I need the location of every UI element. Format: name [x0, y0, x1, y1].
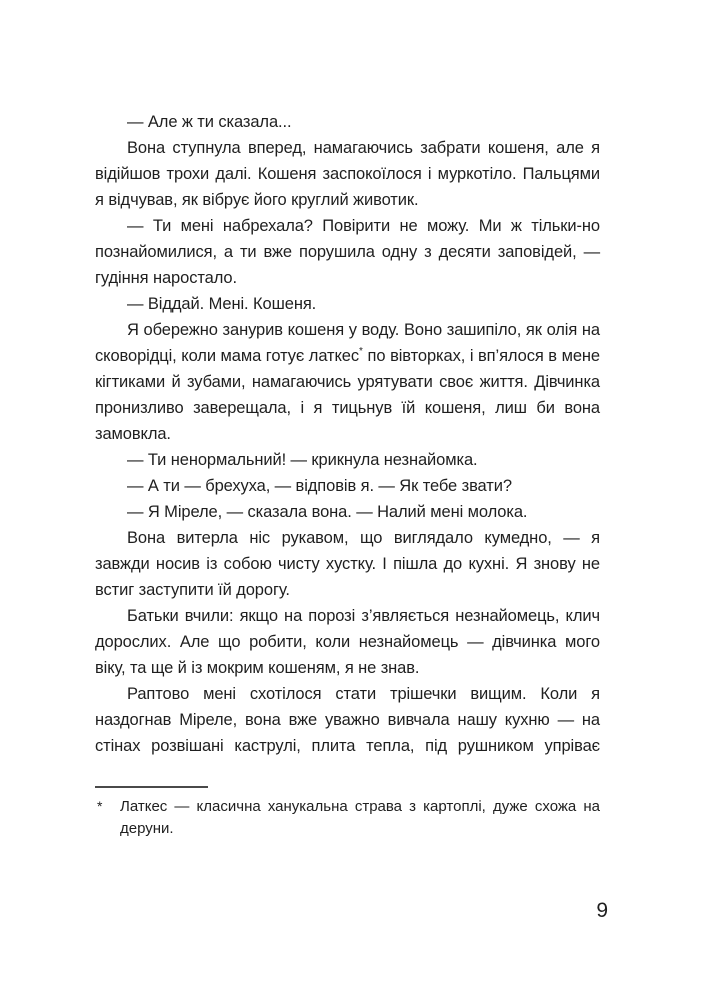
- footnote-reference-marker: *: [359, 346, 363, 357]
- paragraph: — Ти мені набрехала? Повірити не можу. Ми ж тільки-но познайомилися, а ти вже порушила одну з десяти заповідей, — гудіння наростало.: [95, 217, 600, 287]
- paragraph-text: по вівторках, і вп’ялося в мене кігтиками й зубами, намагаючись урятувати своє життя. Дівчинка пронизливо заверещала, і я тицьнув їй кошеня, лиш би вона замовкла.: [95, 347, 600, 443]
- paragraph: — Віддай. Мені. Кошеня.: [127, 295, 317, 313]
- footnote: [95, 796, 600, 840]
- paragraph: Раптово мені схотілося стати трішечки вищим. Коли я наздогнав Міреле, вона вже уважно вивчала нашу кухню — на стінах розвішані каструлі, плита тепла, під рушником упріває: [95, 685, 600, 755]
- paragraph: [95, 317, 600, 447]
- paragraph: Батьки вчили: якщо на порозі з’являється незнайомець, клич дорослих. Але що робити, коли незнайомець — дівчинка мого віку, та ще й із мокрим кошеням, я не знав.: [95, 607, 600, 677]
- paragraph: Вона витерла ніс рукавом, що виглядало кумедно, — я завжди носив із собою чисту хустку. І пішла до кухні. Я знову не встиг заступити їй дорогу.: [95, 529, 600, 599]
- page-body-text: [95, 109, 600, 759]
- footnote-text: Латкес — класична ханукальна страва з картоплі, дуже схожа на деруни.: [120, 798, 600, 837]
- footnote-divider: [95, 786, 208, 788]
- paragraph: — Ти ненормальний! — крикнула незнайомка.: [127, 451, 478, 469]
- paragraph: Вона ступнула вперед, намагаючись забрати кошеня, але я відійшов трохи далі. Кошеня заспокоїлося і муркотіло. Пальцями я відчував, як вібрує його круглий животик.: [95, 139, 600, 209]
- paragraph: — А ти — брехуха, — відповів я. — Як тебе звати?: [127, 477, 512, 495]
- page-number: 9: [596, 899, 608, 922]
- paragraph: — Я Міреле, — сказала вона. — Налий мені молока.: [127, 503, 528, 521]
- footnote-marker: *: [97, 798, 103, 814]
- paragraph-text: Я обережно занурив кошеня у воду. Воно зашипіло, як олія на сковорідці, коли мама готує латкес: [95, 321, 600, 365]
- paragraph: — Але ж ти сказала...: [127, 113, 292, 131]
